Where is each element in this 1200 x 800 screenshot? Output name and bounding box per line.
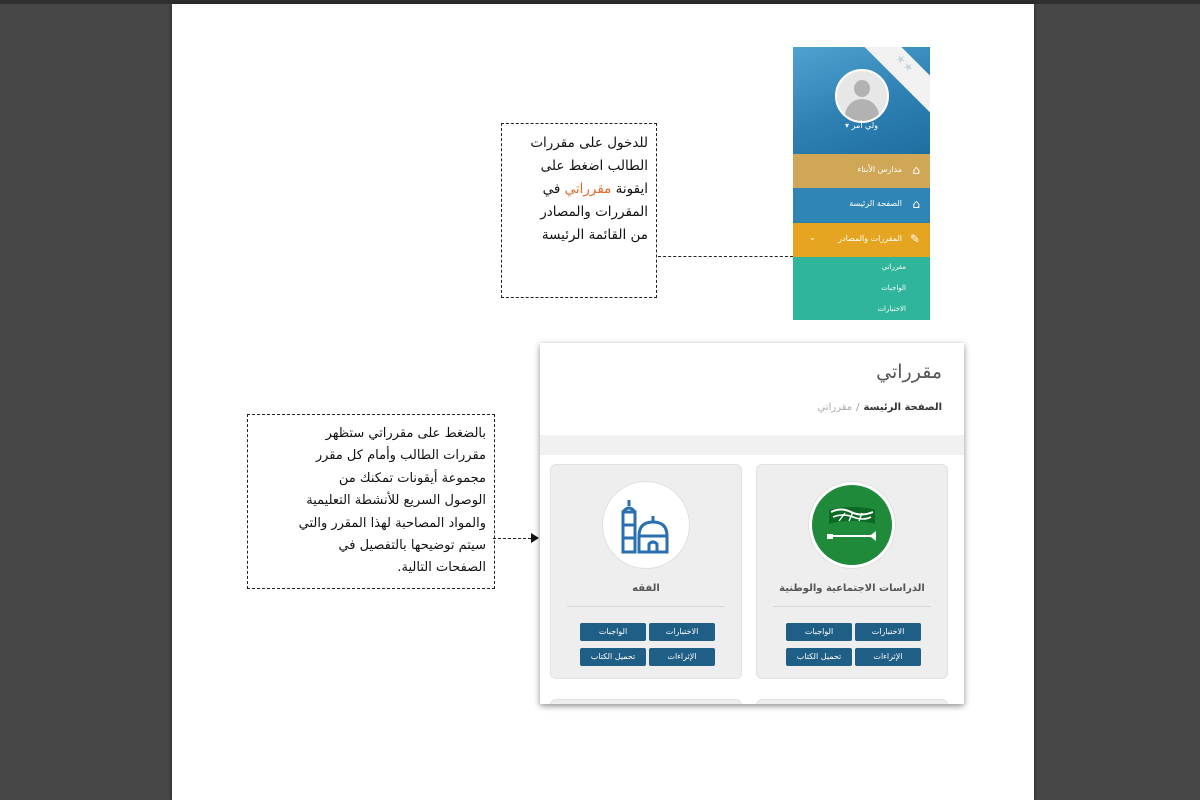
next-card-row-left	[550, 699, 742, 704]
my-courses-screenshot	[540, 343, 964, 704]
mosque-svg	[603, 482, 689, 568]
document-page	[172, 4, 1034, 800]
breadcrumb-separator: /	[856, 402, 860, 413]
course-card-fiqh[interactable]	[550, 464, 742, 679]
card-divider	[773, 606, 931, 607]
courses-header	[540, 343, 964, 435]
breadcrumb-home[interactable]: الصفحة الرئيسة	[863, 402, 942, 413]
callout-my-courses-access	[501, 123, 657, 298]
assignments-button[interactable]: الواجبات	[786, 623, 852, 641]
callout2-line-7: الصفحات التالية.	[397, 560, 486, 576]
callout1-line-3: ايقونة مقرراتي في	[542, 181, 648, 197]
enrichment-button[interactable]: الإثراءات	[649, 648, 715, 666]
sidebar-subitem-assignments[interactable]: الواجبات	[793, 278, 930, 300]
callout1-line-5: من القائمة الرئيسة	[541, 227, 648, 243]
next-card-row-right	[756, 699, 948, 704]
sidebar-item-label: المقررات والمصادر	[838, 234, 902, 243]
callout2-line-3: مجموعة أيقونات تمكنك من	[338, 470, 486, 486]
chevron-down-icon: ⌄	[809, 233, 816, 242]
course-card-social-studies[interactable]	[756, 464, 948, 679]
exams-button[interactable]: الاختبارات	[649, 623, 715, 641]
enrichment-button[interactable]: الإثراءات	[855, 648, 921, 666]
mosque-icon	[602, 481, 690, 569]
sidebar-item-label: الصفحة الرئيسة	[849, 199, 902, 208]
assignments-button[interactable]: الواجبات	[580, 623, 646, 641]
highlight-my-courses: مقرراتي	[564, 181, 612, 197]
username-dropdown[interactable]: ولي أمر ▾	[845, 121, 878, 130]
exams-button[interactable]: الاختبارات	[855, 623, 921, 641]
connector-line-2	[493, 538, 531, 539]
callout2-line-6: سيتم توضيحها بالتفصيل في	[338, 538, 486, 554]
callout1-line-1: للدخول على مقررات	[530, 135, 648, 151]
sidebar-subitem-exams[interactable]: الاختبارات	[793, 299, 930, 320]
saudi-flag-svg	[809, 482, 895, 568]
callout-my-courses-result	[247, 414, 495, 589]
avatar-body-icon	[845, 99, 879, 123]
callout1-line-2: الطالب اضغط على	[540, 158, 648, 174]
connector-line-1	[658, 256, 793, 257]
download-book-button[interactable]: تحميل الكتاب	[580, 648, 646, 666]
avatar-head-icon	[854, 80, 870, 97]
breadcrumb	[817, 402, 942, 413]
card-divider	[567, 606, 725, 607]
callout2-line-1: بالضغط على مقرراتي ستظهر	[325, 426, 486, 441]
sidebar-item-home[interactable]	[793, 188, 930, 222]
callout2-line-5: والمواد المصاحبة لهذا المقرر والتي	[298, 515, 486, 531]
callout1-line-4: المقررات والمصادر	[540, 204, 648, 220]
courses-grid	[540, 455, 964, 704]
saudi-flag-icon	[808, 481, 896, 569]
sidebar-header	[793, 47, 930, 154]
download-book-button[interactable]: تحميل الكتاب	[786, 648, 852, 666]
sidebar-screenshot	[793, 47, 930, 320]
sidebar-subitem-my-courses[interactable]: مقرراتي	[793, 257, 930, 279]
home-icon: ⌂	[912, 197, 920, 211]
course-name: الدراسات الاجتماعية والوطنية	[779, 583, 925, 594]
breadcrumb-current: مقرراتي	[817, 402, 853, 413]
edit-icon: ✎	[909, 232, 920, 246]
sidebar-item-label: مدارس الأبناء	[857, 165, 902, 174]
connector-arrow-icon	[531, 533, 539, 543]
page-title: مقرراتي	[876, 361, 942, 383]
school-icon: ⌂	[912, 163, 920, 177]
course-name: الفقه	[632, 583, 660, 594]
sidebar-item-courses-resources[interactable]	[793, 223, 930, 257]
callout2-line-2: مقررات الطالب وأمام كل مقرر	[315, 448, 486, 464]
stars-icon: ★★	[892, 51, 918, 76]
sidebar-item-children-schools[interactable]	[793, 154, 930, 188]
callout2-line-4: الوصول السريع للأنشطة التعليمية	[306, 493, 486, 509]
avatar[interactable]	[835, 69, 889, 123]
